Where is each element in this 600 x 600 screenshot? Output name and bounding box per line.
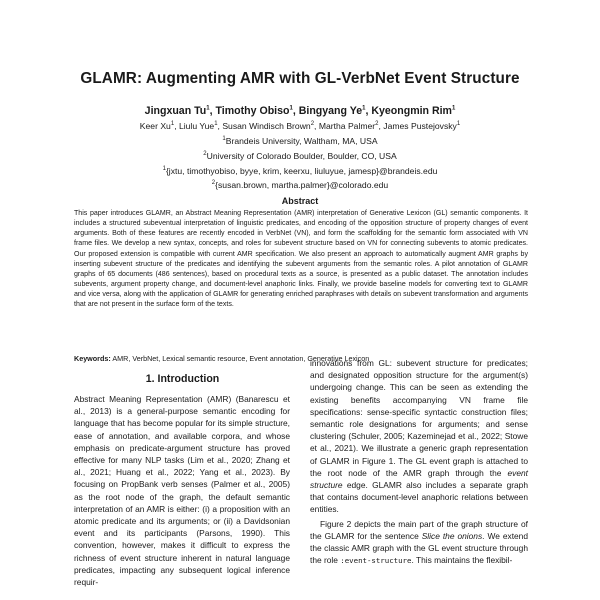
- right-column: [310, 357, 528, 567]
- paper-title: GLAMR: Augmenting AMR with GL-VerbNet Event Structure: [80, 70, 520, 87]
- author: Kyeongmin Rim$^1$: [371, 105, 456, 117]
- left-column: [74, 393, 290, 588]
- author: Keer Xu$^1$: [139, 121, 175, 131]
- paragraph: Figure 2 depicts the main part of the graph structure of the GLAMR for the sentence Slice the onions. We extend the classic AMR graph with the GL event structure through the role :event-structure. This maintains the flexibil-: [310, 518, 528, 566]
- affiliation: $^2$University of Colorado Boulder, Boulder, CO, USA: [203, 151, 397, 161]
- keywords-label: Keywords:: [74, 354, 111, 363]
- affiliation-email: $^2${susan.brown, martha.palmer}@colorado.edu: [211, 180, 389, 190]
- author: Timothy Obiso$^1$: [215, 105, 293, 117]
- inline-code: :event-structure: [340, 556, 412, 566]
- affiliation: $^1$Brandeis University, Waltham, MA, USA: [222, 136, 378, 146]
- section-heading: 1. Introduction: [145, 373, 220, 385]
- secondary-authors: Keer Xu$^1$, Liulu Yue$^1$, Susan Windisch Brown$^2$, Martha Palmer$^2$, James Pustejovsky$^1$: [139, 121, 461, 131]
- author: James Pustejovsky$^1$: [383, 121, 461, 131]
- author: Susan Windisch Brown$^2$: [222, 121, 315, 131]
- author: Liulu Yue$^1$: [178, 121, 218, 131]
- keywords-list: AMR, VerbNet, Lexical semantic resource, Event annotation, Generative Lexicon: [112, 354, 370, 363]
- author: Martha Palmer$^2$: [318, 121, 379, 131]
- author: Bingyang Ye$^1$: [298, 105, 366, 117]
- abstract-text: This paper introduces GLAMR, an Abstract Meaning Representation (AMR) interpretation of Generative Lexicon (GL) semantic components. It includes a structured subeventual interpretation of linguistic predicates, and encoding of the opposition structure of property changes of event arguments. Both of these features are recently encoded in VerbNet (VN), and form the scaffolding for the semantic form associated with VN frame files. We develop a new syntax, concepts, and roles for subevent structure based on VN for connecting subevents to atomic predicates. Our proposed extension is compatible with current AMR specification. We also present an approach to automatically augment AMR graphs by inserting subevent structure of the predicates and identifying the subevent arguments from the semantic roles. A pilot annotation of GLAMR graphs of 65 documents (486 sentences), based on procedural texts as a source, is presented as a public dataset. The annotation includes subevents, argument property change, and document-level anaphoric links. Finally, we provide baseline models for converting text to GLAMR and vice versa, along with the application of GLAMR for generating enriched paraphrases with details on subevent transformation and arguments that are not present in the surface form of the texts.: [74, 210, 528, 309]
- author: Jingxuan Tu$^1$: [144, 105, 210, 117]
- paragraph: Abstract Meaning Representation (AMR) (Banarescu et al., 2013) is a general-purpose semantic encoding for language that has become popular for its simple structure, ease of annotation, and available corpora, and whose emphasis on predicate-argument structure has proved effective for many NLP tasks (Lim et al., 2020; Zhang et al., 2021; Huang et al., 2022; Yang et al., 2023). By focusing on PropBank verb senses (Palmer et al., 2005) as the root node of the graph, the default semantic interpretation of an AMR is either: (i) a proposition with an atomic predicate and its arguments; or (ii) a Davidsonian event and its participants (Parsons, 1990). This convention, however, makes it difficult to express the richness of event structure inherent in natural language predicates, impacting any subsequent logical inference requir-: [74, 394, 290, 588]
- paragraph: innovations from GL: subevent structure for predicates; and designated opposition structure for the argument(s) undergoing change. This can be seen as extending the existing benefits accompanying VN frame file specifications: sense-specific syntactic construction files; semantic role designations for arguments; and sense clustering (Schuler, 2005; Kazeminejad et al., 2022; Stowe et al., 2021). We illustrate a generic graph representation of GLAMR in Figure 1. The GL event graph is attached to the root node of the AMR graph through the event structure edge. GLAMR also includes a separate graph that contains document-level anaphoric relations between entities.: [310, 358, 528, 515]
- primary-authors: Jingxuan Tu$^1$, Timothy Obiso$^1$, Bingyang Ye$^1$, Kyeongmin Rim$^1$: [144, 105, 456, 117]
- abstract-heading: Abstract: [281, 196, 319, 206]
- affiliation-email: $^1${jxtu, timothyobiso, byye, krim, keerxu, liuluyue, jamesp}@brandeis.edu: [162, 166, 438, 176]
